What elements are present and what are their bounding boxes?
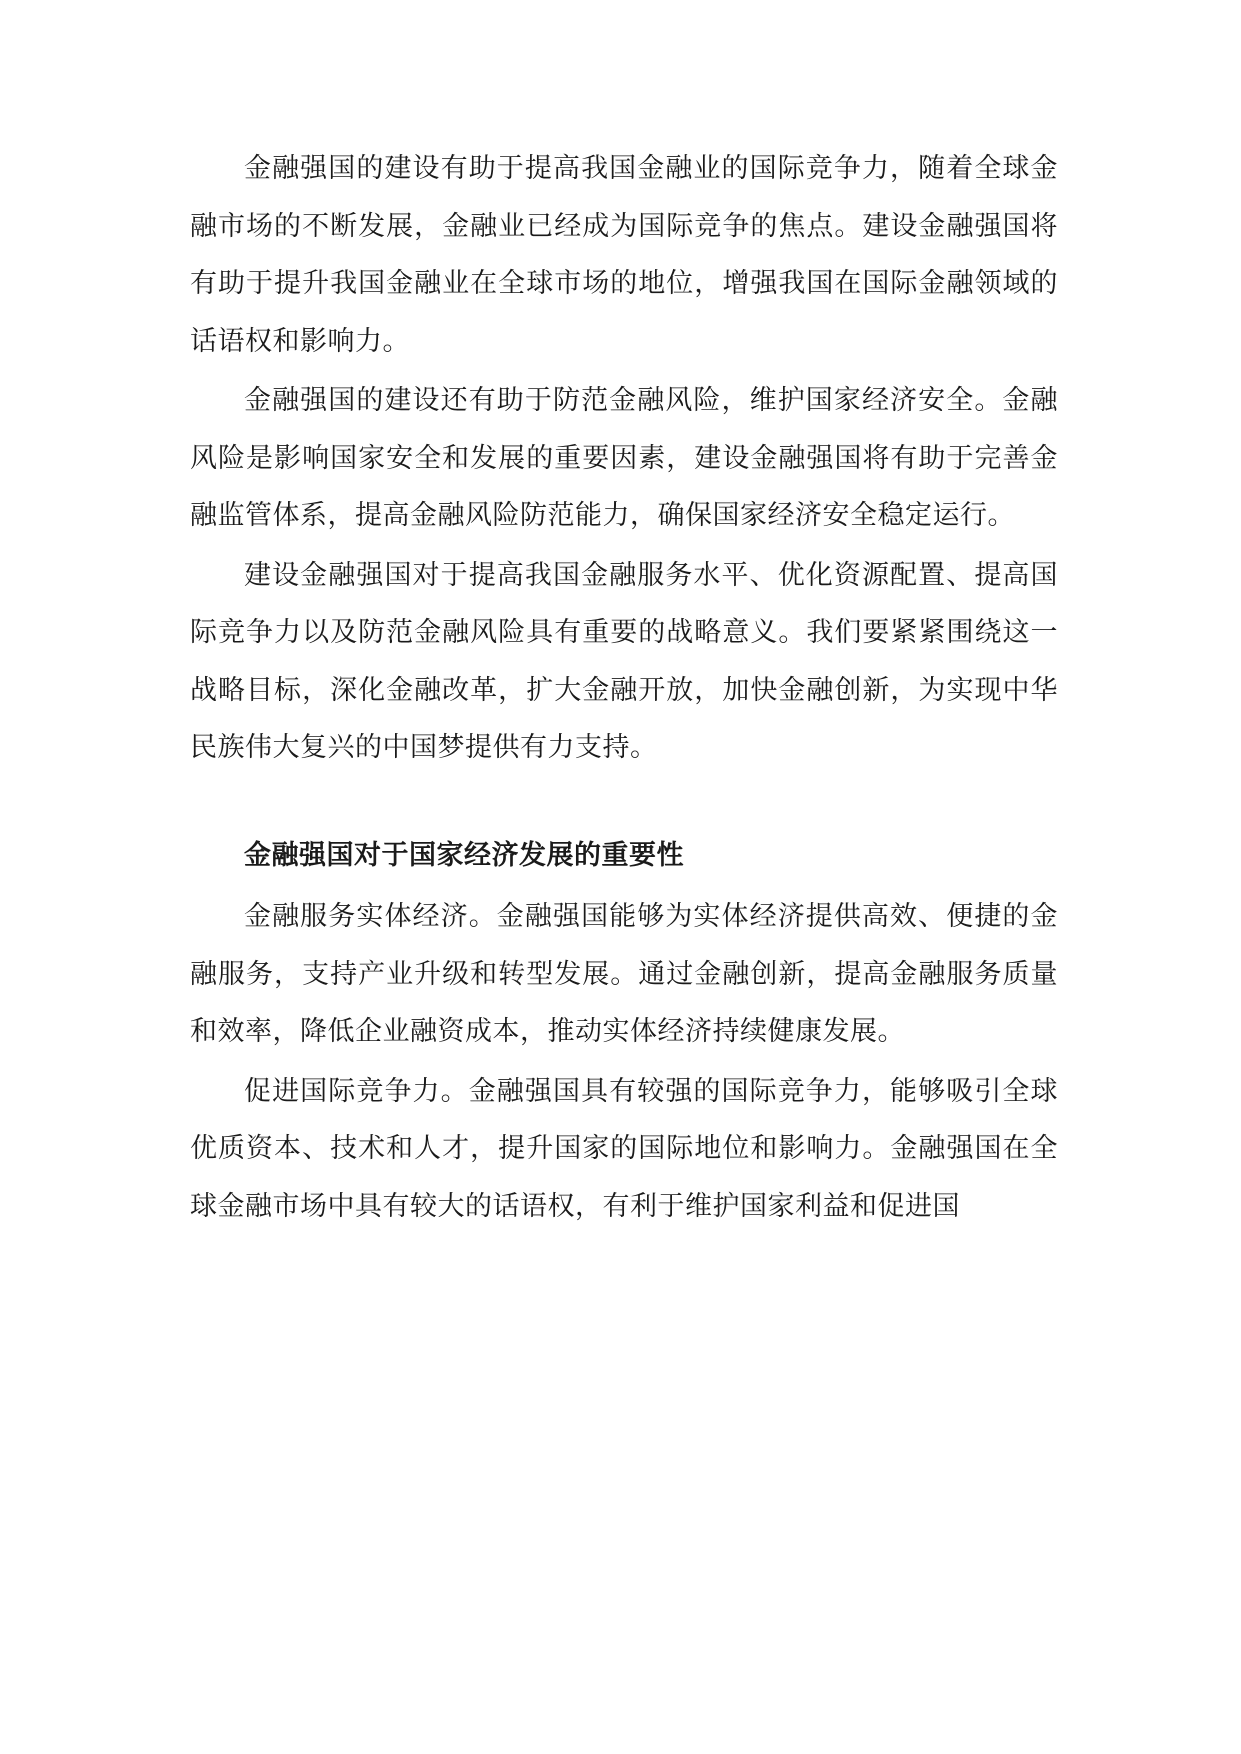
paragraph-strategic-significance: 建设金融强国对于提高我国金融服务水平、优化资源配置、提高国际竞争力以及防范金融风险具有重要的战略意义。我们要紧紧围绕这一战略目标，深化金融改革，扩大金融开放，加快金融创新，为实现中华民族伟大复兴的中国梦提供有力支持。 bbox=[190, 559, 1058, 763]
paragraph-risk-prevention: 金融强国的建设还有助于防范金融风险，维护国家经济安全。金融风险是影响国家安全和发展的重要因素，建设金融强国将有助于完善金融监管体系，提高金融风险防范能力，确保国家经济安全稳定运行。 bbox=[190, 385, 1058, 531]
section-heading: 金融强国对于国家经济发展的重要性 bbox=[244, 839, 684, 871]
paragraph-international-competitiveness: 促进国际竞争力。金融强国具有较强的国际竞争力，能够吸引全球优质资本、技术和人才，提升国家的国际地位和影响力。金融强国在全球金融市场中具有较大的话语权，有利于维护国家利益和促进国 bbox=[190, 1075, 1058, 1222]
paragraph-real-economy: 金融服务实体经济。金融强国能够为实体经济提供高效、便捷的金融服务，支持产业升级和转型发展。通过金融创新，提高金融服务质量和效率，降低企业融资成本，推动实体经济持续健康发展。 bbox=[190, 901, 1058, 1047]
document-body bbox=[190, 140, 1058, 1235]
paragraph-competitiveness: 金融强国的建设有助于提高我国金融业的国际竞争力，随着全球金融市场的不断发展，金融业已经成为国际竞争的焦点。建设金融强国将有助于提升我国金融业在全球市场的地位，增强我国在国际金融领域的话语权和影响力。 bbox=[190, 153, 1058, 357]
